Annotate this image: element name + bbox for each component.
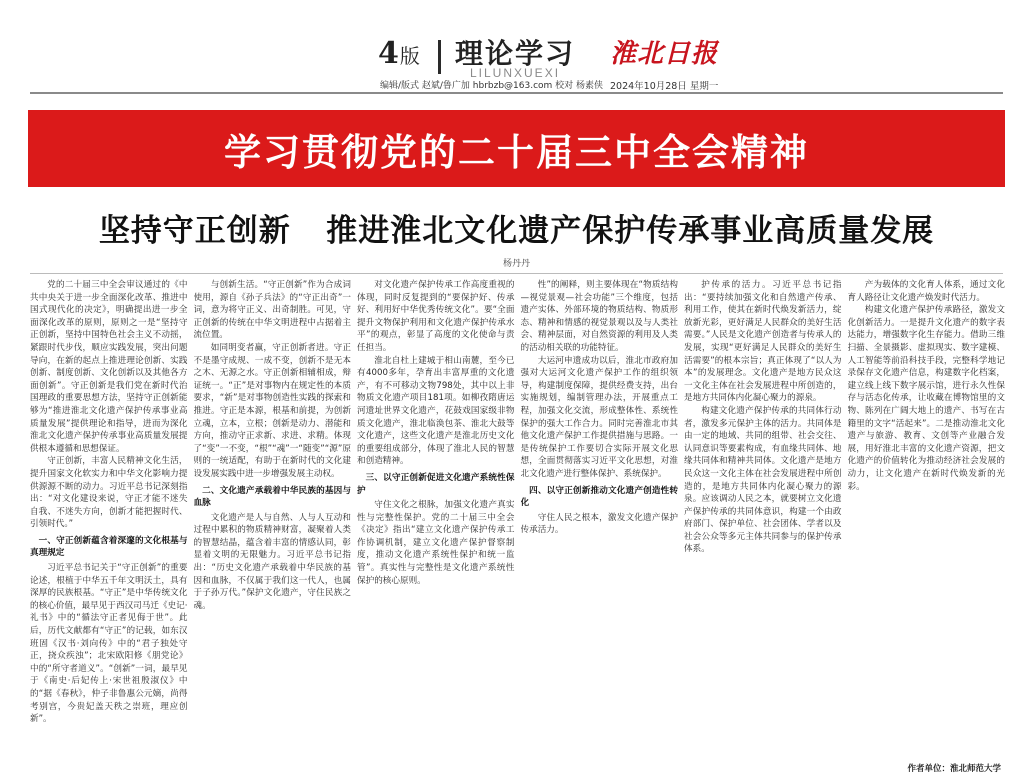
paragraph: 习近平总书记关于“守正创新”的重要论述，根植于中华五千年文明沃土，具有深厚的民族根基。“守正”是中华传统文化的核心价值，最早见于西汉司马迁《史记·礼书》中的“循法守正者见侮于世”。此后，历代文献都有“守正”的记载，如东汉班固《汉书·刘向传》中的“君子独处守正，挠众疾浊”；北宋欧阳修《朋党论》中的“所守者道义”。“创新”一词，最早见于《南史·后妃传上·宋世祖殷淑仪》中的“据《春秋》，仲子非鲁惠公元嫡，尚得考别宫，今贵妃盖天秩之崇班，理应创新”。	[30, 563, 188, 725]
newspaper-logo: 淮北日报	[610, 39, 719, 69]
section-subhead: 四、以守正创新推动文化遗产创造性转化	[520, 485, 678, 509]
paragraph: 大运河申遗成功以后，淮北市政府加强对大运河文化遗产保护工作的组织领导，构建制度保障，提供经费支持，出台实施规划，编制管理办法，开展重点工程，加强文化交流，形成整体性、系统性保护的强大工作合力。同时完善淮北市其他文化遗产保护工作提供措施与思路。一是传统保护工作要切合实际开展文化思想，全面贯彻落实习近平文化思想，对淮北文化遗产进行整体保护、系统保护。	[520, 355, 678, 479]
section-subhead: 二、文化遗产承载着中华民族的基因与血脉	[193, 485, 351, 509]
paragraph: 构建文化遗产保护传承路径，激发文化创新活力。一是提升文化遗产的数字表达能力，增强数字化生存能力。借助三维扫描、全景摄影、虚拟现实、数字建模、人工智能等前沿科技手段，完整科学地记录保存文化遗产信息，构建数字化档案，建立线上线下数字展示馆，进行永久性保存与活态化传承，让收藏在博物馆里的文物、陈列在广阔大地上的遗产、书写在古籍里的文字“活起来”。二是推动淮北文化遗产与旅游、教育、文创等产业融合发展，用好淮北丰富的文化遗产资源，把文化遗产的价值转化为推动经济社会发展的动力，让文化遗产在新时代焕发新的光彩。	[847, 305, 1005, 492]
theme-banner	[28, 110, 1005, 187]
paragraph: 对文化遗产保护传承工作高度重视的体现，同时反复提到的“要保护好、传承好、利用好中华优秀传统文化”。要“全面提升文物保护利用和文化遗产保护传承水平”的观点，彰显了高度的文化使命与责任担当。	[357, 280, 515, 353]
date-line: 2024年10月28日 星期一	[610, 81, 719, 92]
article-column-2	[194, 279, 352, 777]
page-number-suffix: 版	[399, 44, 421, 68]
masthead-divider	[438, 40, 441, 74]
page-number-value: 4	[378, 36, 400, 71]
article-body	[30, 279, 1005, 777]
article-byline: 杨丹丹	[502, 259, 530, 269]
paragraph: 守住人民之根本，激发文化遗产保护传承活力。	[520, 512, 678, 536]
article-column-4	[521, 279, 679, 777]
paragraph: 护传承的活力。习近平总书记指出：“要持续加强文化和自然遗产传承、利用工作，使其在新时代焕发新活力，绽放新光彩，更好满足人民群众的美好生活需要。”人民是文化遗产创造者与传承人的发展，实现“更好满足人民群众的美好生活需要”的根本宗旨；真正体现了“以人为本”的发展理念。文化遗产是地方民众这一文化主体在社会发展进程中所创造的，是地方共同体内化凝心聚力的源泉。	[684, 280, 842, 404]
paragraph: 守正创新，丰富人民精神文化生活，提升国家文化软实力和中华文化影响力提供源源不断的动力。习近平总书记深刻指出：“对文化建设来说，守正才能不迷失自我、不迷失方向，创新才能把握时代、引领时代。”	[30, 456, 188, 530]
article-headline: 坚持守正创新 推进淮北文化遗产保护传承事业高质量发展	[98, 213, 935, 249]
paragraph: 产为载体的文化育人体系，通过文化育人路径让文化遗产焕发时代活力。	[847, 280, 1005, 303]
article-column-1	[30, 279, 188, 777]
section-title: 理论学习	[455, 37, 576, 70]
author-credit: 作者单位：淮北师范大学	[907, 764, 1001, 774]
paragraph: 构建文化遗产保护传承的共同体行动者，激发多元保护主体的活力。共同体是由一定的地域、共同的组带、社会交往、认同意识等要素构成，有血缘共同体、地缘共同体和精神共同体。文化遗产是地方民众这一文化主体在社会发展进程中所创造的，是地方共同体内化凝心聚力的源泉。应该调动人民之本，就要树立文化遗产保护传承的共同体意识，构建一个由政府部门、保护单位、社会团体、学者以及社会公众等多元主体共同参与的保护传承体系。	[684, 405, 842, 555]
paragraph: 文化遗产是人与自然、人与人互动和过程中累积的物质精神财富，凝聚着人类的智慧结晶，蕴含着丰富的情感认同，彰显着文明的无限魅力。习近平总书记指出：“历史文化遗产承载着中华民族的基因和血脉，不仅属于我们这一代人，也属于子孙万代。”保护文化遗产，守住民族之魂。	[193, 512, 351, 611]
paragraph: 淮北自杜上建城于相山南麓，至今已有4000多年，孕育出丰富厚重的文化遗产，有不可移动文物798处，其中以上非物质文化遗产项目181项。如柳孜隋唐运河遗址世界文化遗产，花鼓戏国家级非物质文化遗产，淮北临涣包茶、淮北大鼓等文化遗产，这些文化遗产是淮北历史文化的重要组成部分，体现了淮北人民的智慧和创造精神。	[357, 355, 515, 467]
paragraph: 守住文化之根脉，加强文化遗产真实性与完整性保护。党的二十届三中全会《决定》指出“建立文化遗产保护传承工作协调机制，建立文化遗产保护督察制度，推动文化遗产系统性保护和统一监管”。真实性与完整性是文化遗产系统性保护的核心原则。	[357, 500, 515, 586]
article-column-6	[848, 279, 1006, 777]
headline-rule	[30, 273, 1003, 274]
paragraph: 性”的阐释，则主要体现在“物质结构—视觉景观—社会功能”三个维度，包括遗产实体、外部环境的物质结构、物质形态、精神和情感的视觉景观以及与人类社会、精神层面，对自然资源的利用及人类的活动相关联的功能特征。	[520, 280, 678, 353]
article-column-5	[684, 279, 842, 777]
section-subhead: 三、以守正创新促进文化遗产系统性保护	[357, 472, 515, 496]
masthead	[0, 0, 1033, 92]
paragraph: 党的二十届三中全会审议通过的《中共中央关于进一步全面深化改革、推进中国式现代化的决定》，明确提出进一步全面深化改革的原则，原则之一是“坚持守正创新，坚持中国特色社会主义不动摇，紧跟时代步伐，顺应实践发展，突出问题导向，在新的起点上推进理论创新、实践创新、制度创新、文化创新以及其他各方面创新”。守正创新是我们党在新时代治国理政的重要思想方法，坚持守正创新能够为“推进淮北文化遗产保护传承事业高质量发展”提供理论和指导，进而为深化淮北文化遗产保护传承事业高质量发展提供根本遵循和思想保证。	[30, 280, 188, 454]
article-column-3	[357, 279, 515, 777]
section-pinyin: LILUNXUEXI	[470, 66, 561, 80]
page-number	[378, 36, 421, 71]
theme-banner-text: 学习贯彻党的二十届三中全会精神	[224, 130, 809, 174]
masthead-rule	[30, 92, 1003, 94]
section-subhead: 一、守正创新蕴含着深邃的文化根基与真理规定	[30, 535, 188, 559]
paragraph: 与创新生活。“守正创新”作为合成词使用，源自《孙子兵法》的“守正出奇”一词，意为将守正义、出奇制胜。可见，守正创新的传统在中华文明进程中占据着主流位置。	[193, 280, 351, 341]
paragraph: 如同明变者赢，守正创新者进。守正不是墨守成规、一成不变，创新不是无本之木、无源之水。守正创新相辅相成，辩证统一。“正”是对事物内在规定性的本质要求，“新”是对事物创造性实践的探索和推进。守正是本源，根基和前提，为创新立魂，立本，立根；创新是动力、潜能和方向，推动守正求新、求进、求精。体现了“变”一不变，“根”“魂”一“随变”“源”原则的一统适配，有助于在新时代的文化建设发展实践中进一步增强发展主动权。	[193, 342, 351, 479]
editors-line: 编辑/版式 赵斌/鲁广加 hbrbzb@163.com 校对 杨素侠	[380, 81, 604, 91]
